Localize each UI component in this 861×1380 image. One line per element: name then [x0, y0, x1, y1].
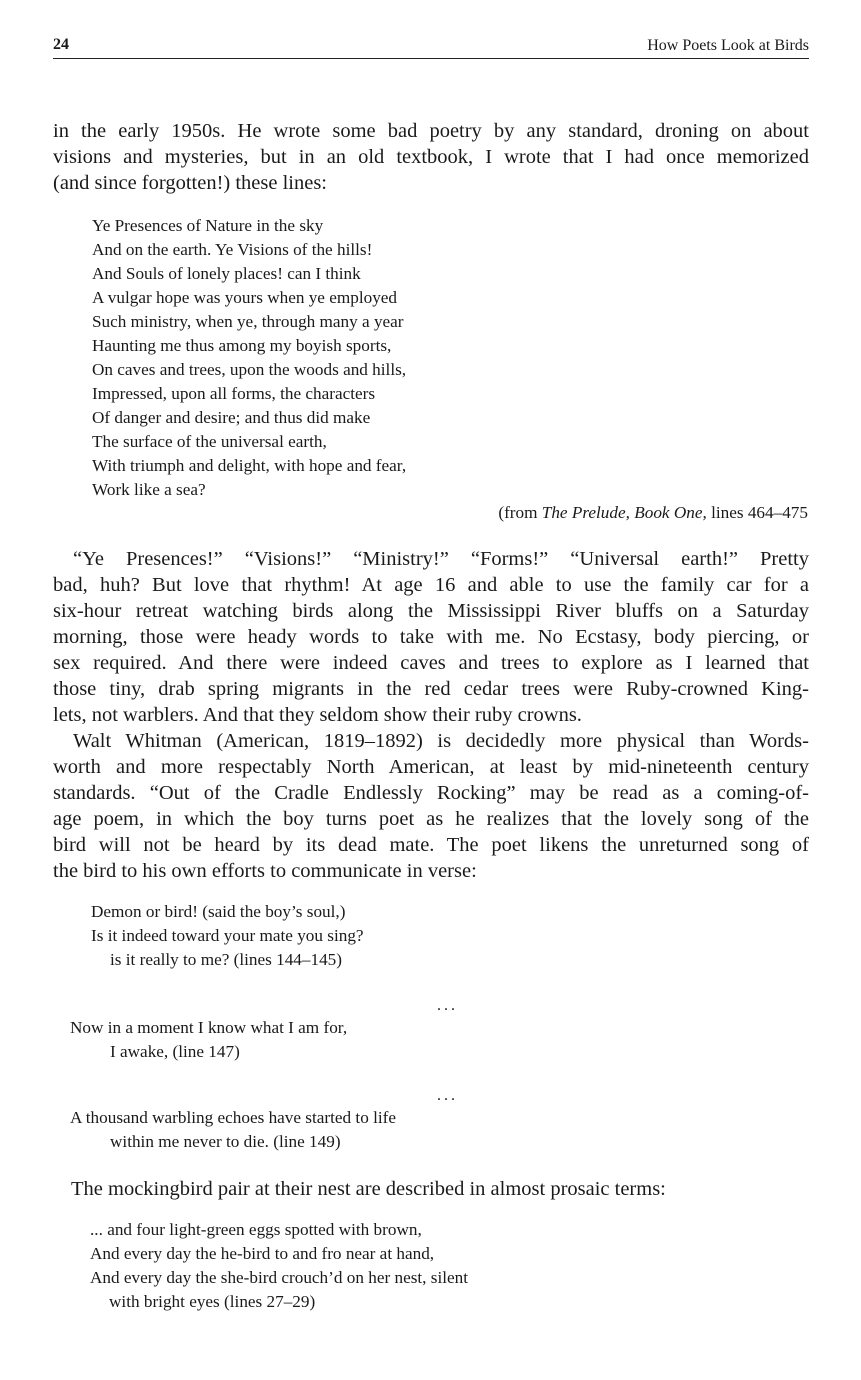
verse-line: Of danger and desire; and thus did make [92, 408, 371, 427]
verse-ellipsis: ... [437, 1087, 458, 1104]
running-title: How Poets Look at Birds [647, 37, 809, 54]
verse-quote-cradle [0, 900, 861, 1160]
text-line: age poem, in which the boy turns poet as he realizes that the lovely song of the [53, 808, 809, 830]
verse-line: On caves and trees, upon the woods and hills, [92, 360, 407, 379]
paragraph-reaction [53, 546, 809, 728]
citation-suffix: lines 464–475 [706, 503, 808, 522]
verse-line: The surface of the universal earth, [92, 432, 327, 451]
text-line: visions and mysteries, but in an old textbook, I wrote that I had once memorized [53, 146, 809, 168]
verse-line: Such ministry, when ye, through many a year [92, 312, 404, 331]
verse-line: I awake, (line 147) [110, 1042, 240, 1061]
text-line: bird will not be heard by its dead mate. The poet likens the unreturned song of [53, 834, 809, 856]
running-header [53, 36, 809, 59]
text-line: lets, not warblers. And that they seldom show their ruby crowns. [53, 704, 582, 726]
verse-line: A thousand warbling echoes have started to life [70, 1108, 396, 1127]
text-line: worth and more respectably North American, at least by mid-nineteenth century [53, 756, 809, 778]
verse-line: Ye Presences of Nature in the sky [92, 216, 324, 235]
verse-line: Impressed, upon all forms, the characters [92, 384, 376, 403]
text-line: sex required. And there were indeed caves and trees to explore as I learned that [53, 652, 809, 674]
text-line: (and since forgotten!) these lines: [53, 172, 328, 194]
paragraph-mockingbird [53, 1176, 809, 1202]
verse-line: And Souls of lonely places! can I think [92, 264, 361, 283]
verse-quote-nest [0, 1218, 861, 1318]
text-line: morning, those were heady words to take with me. No Ecstasy, body piercing, or [53, 626, 809, 648]
verse-line: Demon or bird! (said the boy’s soul,) [91, 902, 346, 921]
verse-line: with bright eyes (lines 27–29) [109, 1292, 316, 1311]
text-line: those tiny, drab spring migrants in the red cedar trees were Ruby-crowned King- [53, 678, 809, 700]
text-line: “Ye Presences!” “Visions!” “Ministry!” “Forms!” “Universal earth!” Pretty [73, 548, 809, 570]
verse-line: Work like a sea? [92, 480, 206, 499]
verse-ellipsis: ... [437, 997, 458, 1014]
text-line: bad, huh? But love that rhythm! At age 16 and able to use the family car for a [53, 574, 809, 596]
text-line: in the early 1950s. He wrote some bad poetry by any standard, droning on about [53, 120, 809, 142]
verse-line: ... and four light-green eggs spotted with brown, [90, 1220, 422, 1239]
verse-line: With triumph and delight, with hope and fear, [92, 456, 407, 475]
verse-line: And on the earth. Ye Visions of the hills! [92, 240, 373, 259]
verse-line: Now in a moment I know what I am for, [70, 1018, 348, 1037]
text-line: The mockingbird pair at their nest are described in almost prosaic terms: [71, 1178, 666, 1200]
verse-quote-prelude [92, 214, 692, 504]
citation-prelude [498, 503, 808, 523]
text-line: Walt Whitman (American, 1819–1892) is decidedly more physical than Words- [73, 730, 809, 752]
page-number: 24 [53, 36, 69, 53]
text-line: six-hour retreat watching birds along the Mississippi River bluffs on a Saturday [53, 600, 809, 622]
citation-title: The Prelude, Book One, [541, 503, 707, 522]
citation-prefix: (from [498, 503, 542, 522]
text-line: the bird to his own efforts to communicate in verse: [53, 860, 477, 882]
verse-line: is it really to me? (lines 144–145) [110, 950, 342, 969]
verse-line: A vulgar hope was yours when ye employed [92, 288, 398, 307]
text-line: standards. “Out of the Cradle Endlessly Rocking” may be read as a coming-of- [53, 782, 809, 804]
verse-line: And every day the she-bird crouch’d on her nest, silent [90, 1268, 469, 1287]
verse-line: Haunting me thus among my boyish sports, [92, 336, 392, 355]
paragraph-whitman [53, 728, 809, 884]
verse-line: within me never to die. (line 149) [110, 1132, 341, 1151]
verse-line: And every day the he-bird to and fro near at hand, [90, 1244, 435, 1263]
paragraph-intro [53, 118, 809, 200]
verse-line: Is it indeed toward your mate you sing? [91, 926, 364, 945]
